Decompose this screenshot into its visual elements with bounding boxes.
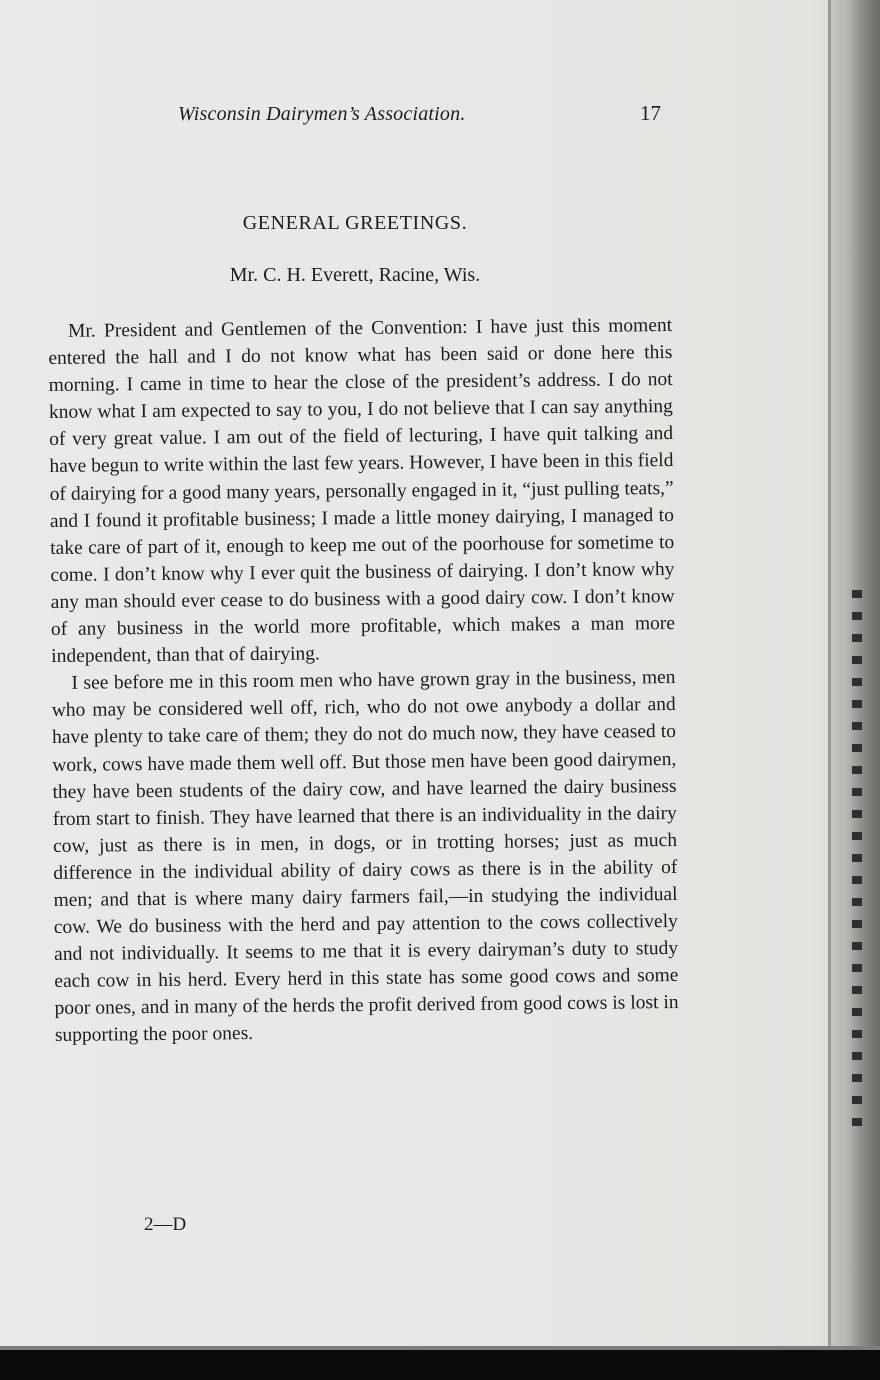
paragraph: Mr. President and Gentlemen of the Convention: I have just this moment entered the hall and I do not know what has been said or done here this morning. I came in time to hear the close of the president’s address. I do not know what I am expected to say to you, I do not believe that I can say anything of very great value. I am out of the field of lecturing, I have quit talking and have begun to write within the last few years. However, I have been in this field of dairying for a good many years, personally engaged in it, “just pulling teats,” and I found it profitable business; I made a little money dairying, I managed to take care of part of it, enough to keep me out of the poorhouse for sometime to come. I don’t know why I ever quit the business of dairying. I don’t know why any man should ever cease to do business with a good dairy cow. I don’t know of any business in the world more profitable, which makes a man more independent, than that of dairying. <box>48 315 676 668</box>
signature-mark: 2—D <box>144 1214 187 1235</box>
speaker-line: Mr. C. H. Everett, Racine, Wis. <box>229 264 481 286</box>
running-head: Wisconsin Dairymen’s Association. <box>178 103 466 125</box>
page-number: 17 <box>640 101 661 125</box>
book-spine-edge <box>828 0 880 1350</box>
page-bottom-edge <box>0 1346 880 1350</box>
paragraph: I see before me in this room men who have grown gray in the business, men who may be considered well off, rich, who do not owe anybody a dollar and have plenty to take care of them; they do not do much now, they have ceased to work, cows have made them well off. But those men have been good dairymen, they have been students of the dairy cow, and have learned the dairy business from start to finish. They have learned that there is an individuality in the dairy cow, just as there is in men, in dogs, or in trotting horses; just as much difference in the individual ability of dairy cows as there is in the ability of men; and that is where many dairy farmers fail,—in studying the individual cow. We do business with the herd and pay attention to the cows collectively and not individually. It seems to me that it is every dairyman’s duty to study each cow in his herd. Every herd in this state has some good cows and some poor ones, and in many of the herds the profit derived from good cows is lost in supporting the poor ones. <box>51 667 679 1047</box>
section-title: GENERAL GREETINGS. <box>242 212 468 234</box>
body-text <box>48 312 679 1049</box>
